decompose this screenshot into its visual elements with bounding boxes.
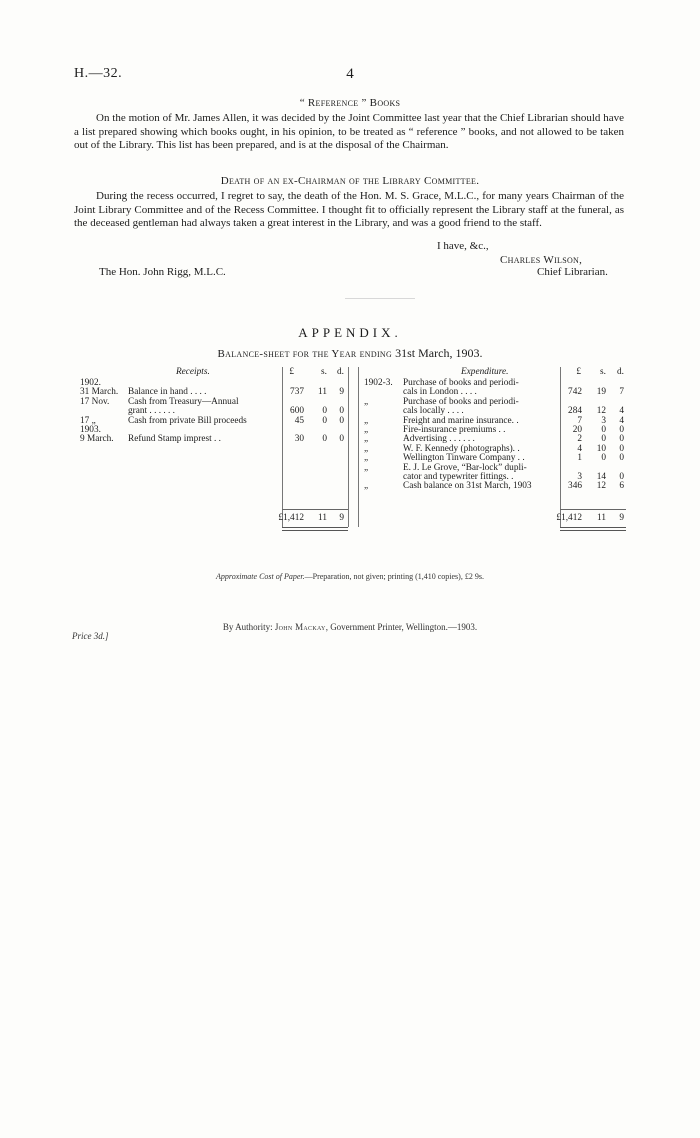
expenditure-row-pence: 0 (619, 425, 624, 435)
printer-name: John Mackay (274, 622, 326, 632)
expenditure-row-date: „ (364, 396, 369, 407)
expenditure-row-pounds: 4 (577, 443, 582, 454)
expenditure-row-shillings: 12 (596, 481, 606, 492)
receipts-row-text: Balance in hand . . . . (128, 387, 207, 398)
expenditure-row-pounds: 346 (568, 481, 582, 492)
closing: I have, &c., (437, 240, 489, 252)
receipts-row-date: 31 March. (80, 387, 119, 398)
expenditure-row-text: Freight and marine insurance. . (403, 415, 519, 426)
cost-text: —Preparation, not given; printing (1,410 copies), £2 9s. (304, 572, 484, 581)
receipts-row-shillings: 0 (322, 434, 327, 445)
receipts-row-shillings: 0 (322, 406, 327, 417)
receipts-row-text: grant . . . . . . (128, 406, 175, 417)
expenditure-row-text: cals locally . . . . (403, 406, 464, 417)
reference-books-heading: “ Reference ” Books (299, 97, 401, 109)
price: Price 3d.] (72, 631, 109, 641)
receipts-sum-rule (282, 509, 348, 510)
signatory-name: Charles Wilson, (500, 254, 583, 266)
addressee: The Hon. John Rigg, M.L.C. (99, 266, 226, 278)
expenditure-row-pounds: 7 (577, 415, 582, 426)
receipts-total-shillings: 11 (318, 513, 327, 523)
receipts-pence-heading: d. (337, 367, 344, 377)
receipts-double-rule (282, 527, 348, 531)
expenditure-row-text: Purchase of books and periodi- (403, 396, 519, 407)
receipts-total-pounds: £1,412 (278, 513, 304, 523)
receipts-row-date: 1902. (80, 378, 101, 388)
expenditure-row-date: 1902-3. (364, 378, 393, 388)
expenditure-row-text: Purchase of books and periodi- (403, 378, 519, 388)
receipts-row-text: Refund Stamp imprest . . (128, 434, 221, 445)
document-code: H.—32. (74, 66, 123, 81)
receipts-row-shillings: 11 (318, 387, 327, 398)
reference-books-body: On the motion of Mr. James Allen, it was decided by the Joint Committee last year that the Chief Librarian should have a list prepared showing which books ought, in his opinion, to be treated as “ reference ” books, and not allowed to be taken out of the Library. This list has been prepared, and is at the disposal of the Chairman. (74, 112, 624, 151)
expenditure-pence-heading: d. (617, 367, 624, 377)
expenditure-total-pounds: £1,412 (556, 513, 582, 523)
expenditure-row-text: Fire-insurance premiums . . (403, 425, 506, 435)
expenditure-row-date: „ (364, 462, 369, 473)
balance-sheet-title-a: Balance-sheet for the Year ending (217, 348, 396, 360)
receipts-total-pence: 9 (339, 513, 344, 523)
receipts-row-pounds: 45 (294, 415, 304, 426)
expenditure-row-pence: 0 (619, 453, 624, 464)
expenditure-row-pounds: 20 (572, 425, 582, 435)
receipts-row-pence: 0 (339, 415, 344, 426)
receipts-row-date: 1903. (80, 425, 101, 435)
receipts-row-pounds: 30 (294, 434, 304, 445)
expenditure-row-shillings: 12 (596, 406, 606, 417)
expenditure-row-date: „ (364, 481, 369, 492)
expenditure-row-pounds: 2 (577, 434, 582, 445)
receipts-row-pence: 9 (339, 387, 344, 398)
death-heading: Death of an ex-Chairman of the Library Committee. (220, 175, 480, 187)
expenditure-row-date: „ (364, 415, 369, 426)
expenditure-row-date: „ (364, 425, 369, 435)
receipts-row-text: Cash from Treasury—Annual (128, 396, 239, 407)
expenditure-row-pence: 7 (619, 387, 624, 398)
signatory-title: Chief Librarian. (537, 266, 608, 278)
death-body: During the recess occurred, I regret to say, the death of the Hon. M. S. Grace, M.L.C., for many years Chairman of the Joint Library Committee and of the Recess Committee. I thought fit to officially represent the Library staff at the funeral, as the deceased gentleman had always taken a great interest in the Library, and was a good friend to the staff. (74, 190, 624, 229)
expenditure-row-date: „ (364, 443, 369, 454)
expenditure-row-shillings: 0 (601, 453, 606, 464)
receipts-row-date: 17 „ (80, 415, 96, 426)
expenditure-row-text: cals in London . . . . (403, 387, 477, 398)
expenditure-shillings-heading: s. (600, 367, 606, 377)
page-number: 4 (346, 66, 354, 82)
expenditure-row-shillings: 10 (596, 443, 606, 454)
expenditure-row-text: W. F. Kennedy (photographs). . (403, 443, 520, 454)
balance-sheet-title-b: 31st March, 1903. (395, 346, 483, 360)
expenditure-row-pence: 4 (619, 406, 624, 417)
receipts-row-date: 17 Nov. (80, 396, 110, 407)
receipts-row-date: 9 March. (80, 434, 114, 445)
appendix-title: APPENDIX. (298, 325, 402, 340)
expenditure-row-pence: 0 (619, 472, 624, 482)
expenditure-row-shillings: 3 (601, 415, 606, 426)
authority-suffix: , Government Printer, Wellington.—1903. (325, 622, 478, 632)
receipts-row-pounds: 737 (290, 387, 304, 398)
receipts-pounds-heading: £ (289, 367, 294, 377)
expenditure-row-pence: 4 (619, 415, 624, 426)
expenditure-row-pence: 0 (619, 434, 624, 445)
cost-label: Approximate Cost of Paper. (216, 572, 305, 581)
expenditure-row-shillings: 19 (596, 387, 606, 398)
expenditure-row-text: Cash balance on 31st March, 1903 (403, 481, 532, 492)
expenditure-sum-rule (560, 509, 626, 510)
authority-prefix: By Authority: (222, 622, 275, 632)
expenditure-pounds-heading: £ (576, 367, 581, 377)
expenditure-row-pounds: 1 (577, 453, 582, 464)
expenditure-row-text: Wellington Tinware Company . . (403, 453, 525, 464)
column-rule (358, 367, 359, 527)
expenditure-row-pounds: 3 (577, 472, 582, 482)
expenditure-row-date: „ (364, 453, 369, 464)
cost-footnote (0, 572, 700, 581)
receipts-row-pounds: 600 (290, 406, 304, 417)
expenditure-row-shillings: 0 (601, 425, 606, 435)
expenditure-row-pence: 0 (619, 443, 624, 454)
expenditure-row-shillings: 0 (601, 434, 606, 445)
expenditure-total-pence: 9 (619, 513, 624, 523)
balance-sheet (0, 0, 700, 560)
receipts-row-shillings: 0 (322, 415, 327, 426)
receipts-shillings-heading: s. (321, 367, 327, 377)
receipts-heading: Receipts. (176, 367, 210, 377)
expenditure-heading: Expenditure. (461, 367, 509, 377)
expenditure-row-pence: 6 (619, 481, 624, 492)
receipts-row-pence: 0 (339, 406, 344, 417)
expenditure-row-text: cator and typewriter fittings. . (403, 472, 514, 482)
expenditure-row-shillings: 14 (596, 472, 606, 482)
expenditure-row-pounds: 742 (568, 387, 582, 398)
column-rule (348, 367, 349, 527)
expenditure-row-text: E. J. Le Grove, “Bar-lock” dupli- (403, 462, 527, 473)
expenditure-row-text: Advertising . . . . . . (403, 434, 475, 445)
receipts-row-text: Cash from private Bill proceeds (128, 415, 247, 426)
expenditure-total-shillings: 11 (597, 513, 606, 523)
receipts-row-pence: 0 (339, 434, 344, 445)
expenditure-double-rule (560, 527, 626, 531)
expenditure-row-date: „ (364, 434, 369, 445)
expenditure-row-pounds: 284 (568, 406, 582, 417)
